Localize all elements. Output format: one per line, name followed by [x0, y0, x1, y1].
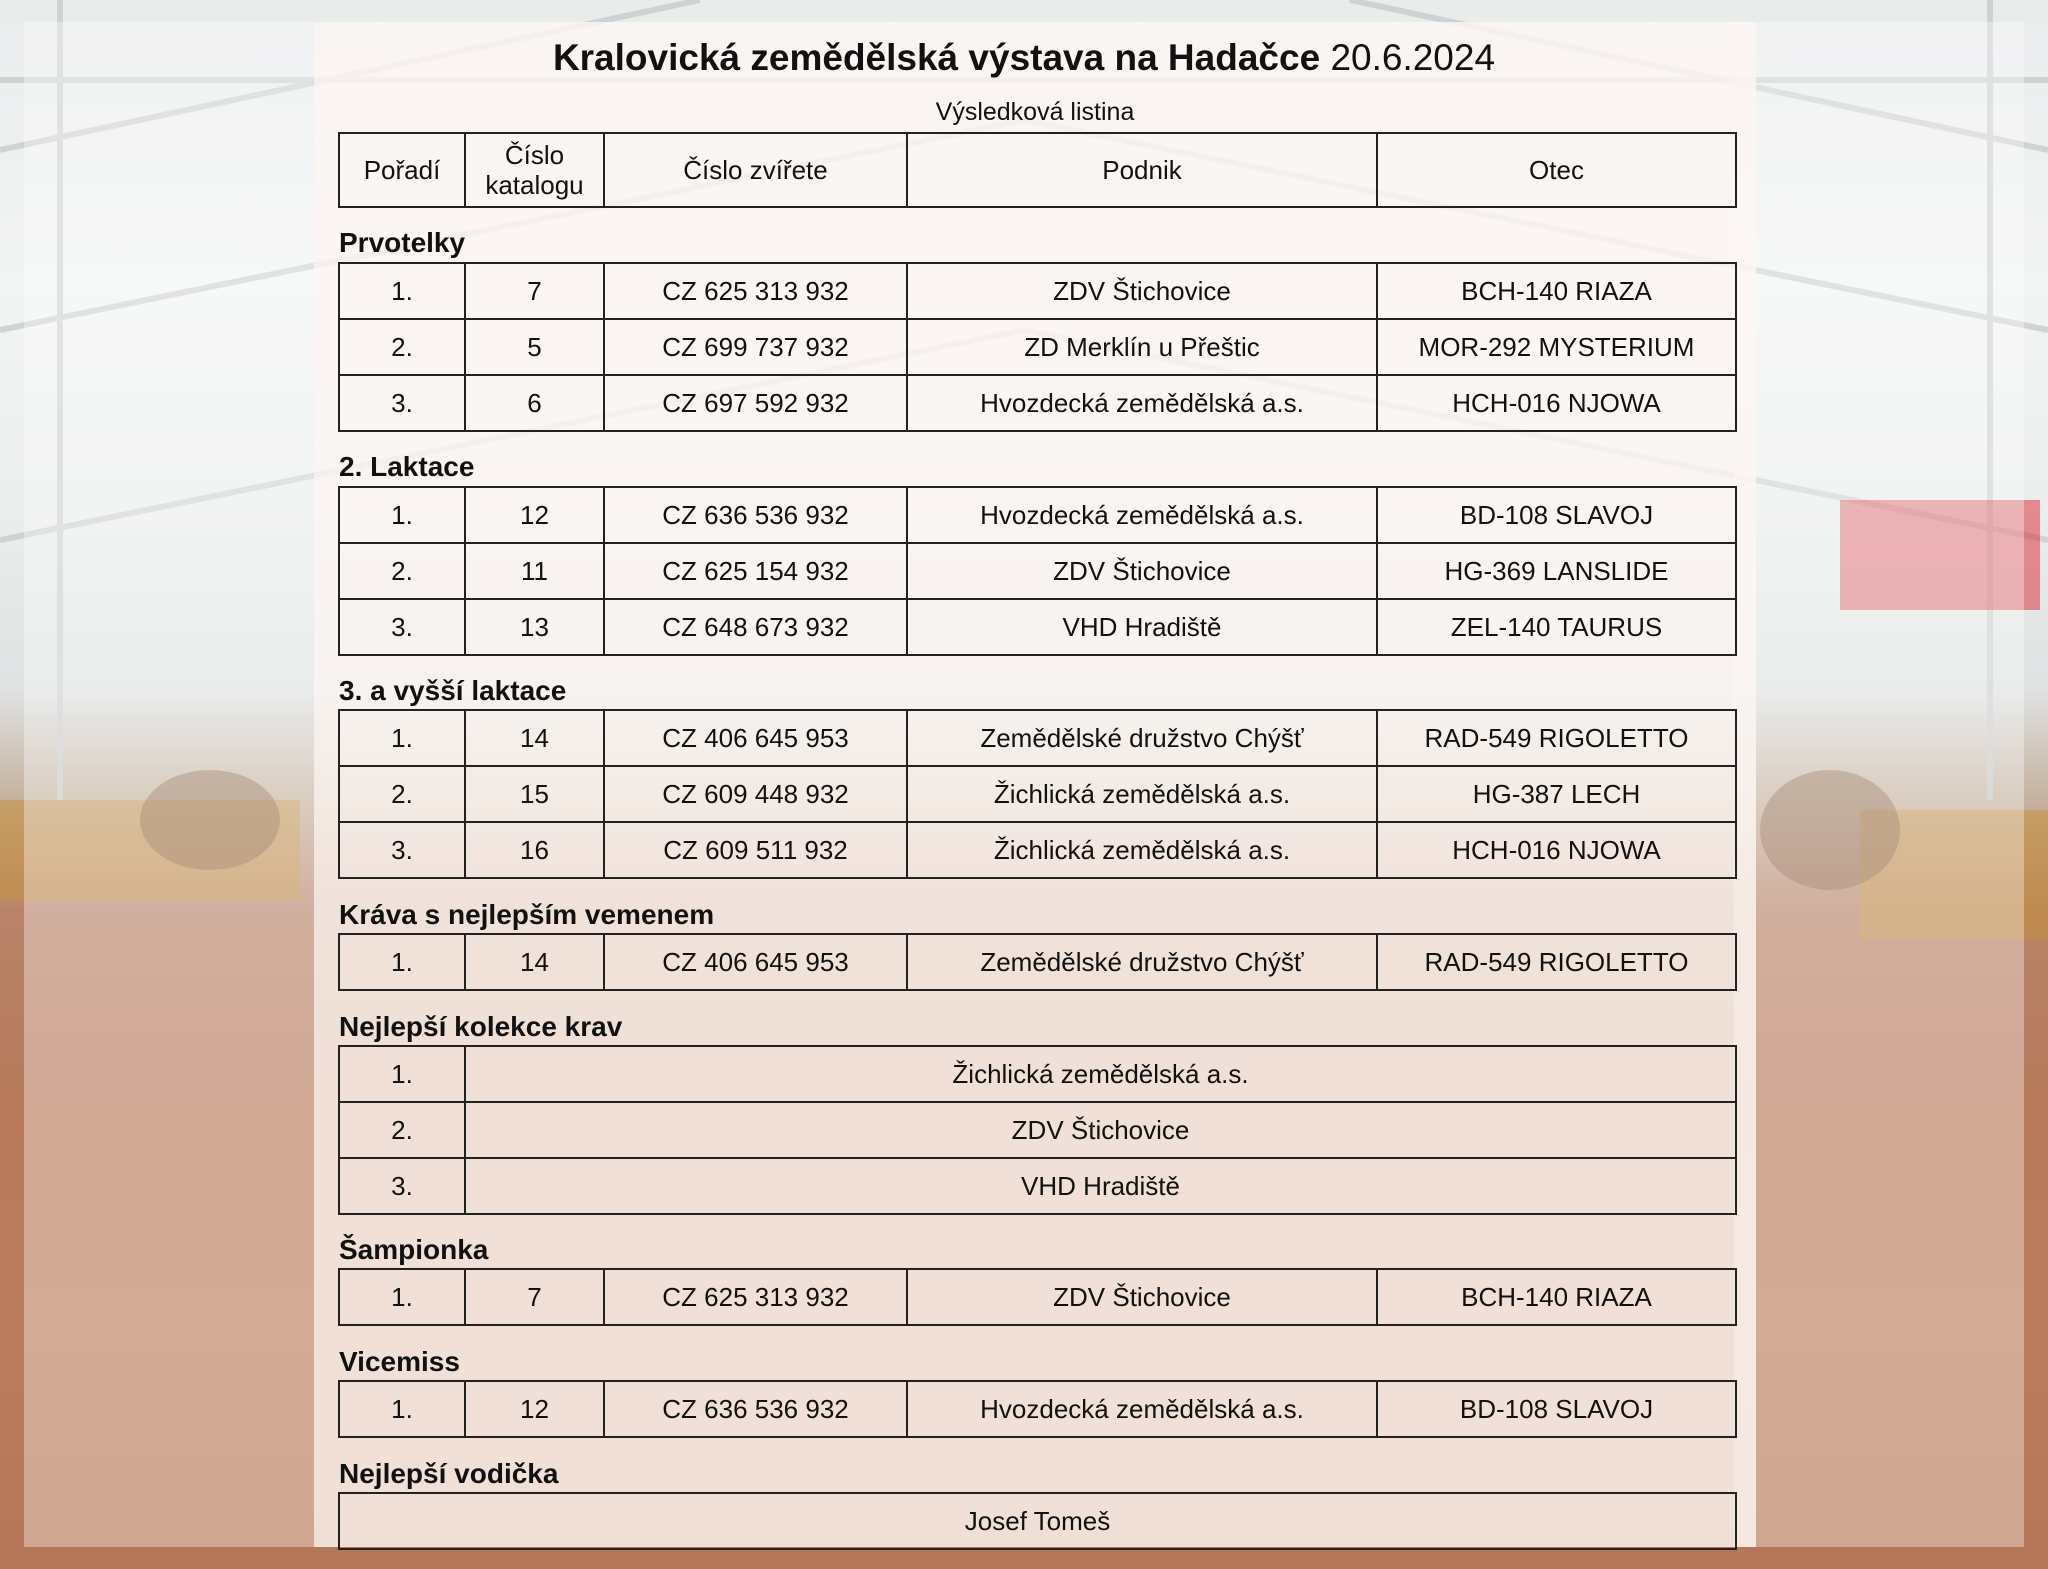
farm-cell: Hvozdecká zemědělská a.s. [907, 487, 1377, 543]
farm-cell: ZDV Štichovice [907, 543, 1377, 599]
animal-cell: CZ 648 673 932 [604, 599, 907, 655]
catalog-cell: 15 [465, 766, 604, 822]
catalog-cell: 12 [465, 1381, 604, 1437]
header-rank: Pořadí [339, 133, 465, 207]
farm-cell: Zemědělské družstvo Chýšť [907, 710, 1377, 766]
farm-cell: ZDV Štichovice [465, 1102, 1736, 1158]
results-table [338, 933, 1737, 991]
table-row [339, 1269, 1736, 1325]
rank-cell: 2. [339, 319, 465, 375]
results-table [338, 1268, 1737, 1326]
catalog-cell: 16 [465, 822, 604, 878]
column-header-table [338, 132, 1737, 208]
table-row [339, 710, 1736, 766]
table-row [339, 487, 1736, 543]
results-table [338, 1045, 1737, 1215]
results-table [338, 709, 1737, 879]
rank-cell: 2. [339, 543, 465, 599]
results-table [338, 1380, 1737, 1438]
sire-cell: HG-369 LANSLIDE [1377, 543, 1736, 599]
table-row [339, 543, 1736, 599]
header-sire: Otec [1377, 133, 1736, 207]
catalog-cell: 7 [465, 1269, 604, 1325]
rank-cell: 3. [339, 822, 465, 878]
rank-cell: 3. [339, 1158, 465, 1214]
catalog-cell: 14 [465, 934, 604, 990]
document-title [0, 34, 2048, 82]
person-cell: Josef Tomeš [339, 1493, 1736, 1549]
sire-cell: MOR-292 MYSTERIUM [1377, 319, 1736, 375]
farm-cell: ZD Merklín u Přeštic [907, 319, 1377, 375]
sire-cell: BCH-140 RIAZA [1377, 1269, 1736, 1325]
catalog-cell: 12 [465, 487, 604, 543]
catalog-cell: 14 [465, 710, 604, 766]
sire-cell: BD-108 SLAVOJ [1377, 1381, 1736, 1437]
animal-cell: CZ 406 645 953 [604, 710, 907, 766]
rank-cell: 1. [339, 934, 465, 990]
animal-cell: CZ 636 536 932 [604, 1381, 907, 1437]
catalog-cell: 11 [465, 543, 604, 599]
farm-cell: Hvozdecká zemědělská a.s. [907, 375, 1377, 431]
farm-cell: Žichlická zemědělská a.s. [907, 822, 1377, 878]
table-row [339, 1381, 1736, 1437]
farm-cell: Zemědělské družstvo Chýšť [907, 934, 1377, 990]
table-row [339, 263, 1736, 319]
table-row [339, 1158, 1736, 1214]
table-row [339, 1493, 1736, 1549]
farm-cell: VHD Hradiště [907, 599, 1377, 655]
results-table [338, 486, 1737, 656]
catalog-cell: 6 [465, 375, 604, 431]
document-subtitle: Výsledková listina [935, 98, 1135, 126]
section-title: Nejlepší kolekce krav [339, 1011, 623, 1042]
farm-cell: ZDV Štichovice [907, 1269, 1377, 1325]
animal-cell: CZ 697 592 932 [604, 375, 907, 431]
animal-cell: CZ 625 154 932 [604, 543, 907, 599]
farm-cell: VHD Hradiště [465, 1158, 1736, 1214]
animal-cell: CZ 609 448 932 [604, 766, 907, 822]
results-table [338, 262, 1737, 432]
table-row [339, 822, 1736, 878]
farm-cell: ZDV Štichovice [907, 263, 1377, 319]
rank-cell: 2. [339, 1102, 465, 1158]
rank-cell: 3. [339, 375, 465, 431]
catalog-cell: 5 [465, 319, 604, 375]
rank-cell: 3. [339, 599, 465, 655]
sire-cell: RAD-549 RIGOLETTO [1377, 934, 1736, 990]
farm-cell: Žichlická zemědělská a.s. [907, 766, 1377, 822]
table-row [339, 599, 1736, 655]
section-title: Nejlepší vodička [339, 1458, 559, 1489]
farm-cell: Hvozdecká zemědělská a.s. [907, 1381, 1377, 1437]
table-row [339, 766, 1736, 822]
title-main: Kralovická zemědělská výstava na Hadačce [552, 37, 1321, 78]
rank-cell: 1. [339, 263, 465, 319]
rank-cell: 1. [339, 1269, 465, 1325]
sire-cell: ZEL-140 TAURUS [1377, 599, 1736, 655]
table-row [339, 934, 1736, 990]
header-farm: Podnik [907, 133, 1377, 207]
section-title: 2. Laktace [339, 451, 475, 482]
farm-cell: Žichlická zemědělská a.s. [465, 1046, 1736, 1102]
sire-cell: HCH-016 NJOWA [1377, 375, 1736, 431]
animal-cell: CZ 636 536 932 [604, 487, 907, 543]
rank-cell: 1. [339, 487, 465, 543]
table-row [339, 1046, 1736, 1102]
animal-cell: CZ 625 313 932 [604, 1269, 907, 1325]
catalog-cell: 13 [465, 599, 604, 655]
section-title: Vicemiss [339, 1346, 460, 1377]
catalog-cell: 7 [465, 263, 604, 319]
rank-cell: 1. [339, 1046, 465, 1102]
results-table [338, 1492, 1737, 1550]
table-row [339, 319, 1736, 375]
section-title: Šampionka [339, 1234, 489, 1265]
rank-cell: 1. [339, 1381, 465, 1437]
sire-cell: RAD-549 RIGOLETTO [1377, 710, 1736, 766]
section-title: Prvotelky [339, 227, 466, 258]
header-animal: Číslo zvířete [604, 133, 907, 207]
sire-cell: BD-108 SLAVOJ [1377, 487, 1736, 543]
animal-cell: CZ 699 737 932 [604, 319, 907, 375]
title-date: 20.6.2024 [1330, 37, 1496, 78]
sire-cell: HG-387 LECH [1377, 766, 1736, 822]
rank-cell: 1. [339, 710, 465, 766]
animal-cell: CZ 406 645 953 [604, 934, 907, 990]
header-catalog: Číslo katalogu [465, 133, 604, 207]
animal-cell: CZ 609 511 932 [604, 822, 907, 878]
rank-cell: 2. [339, 766, 465, 822]
sire-cell: HCH-016 NJOWA [1377, 822, 1736, 878]
sire-cell: BCH-140 RIAZA [1377, 263, 1736, 319]
section-title: Kráva s nejlepším vemenem [339, 899, 715, 930]
animal-cell: CZ 625 313 932 [604, 263, 907, 319]
table-row [339, 1102, 1736, 1158]
table-row [339, 375, 1736, 431]
section-title: 3. a vyšší laktace [339, 675, 567, 706]
